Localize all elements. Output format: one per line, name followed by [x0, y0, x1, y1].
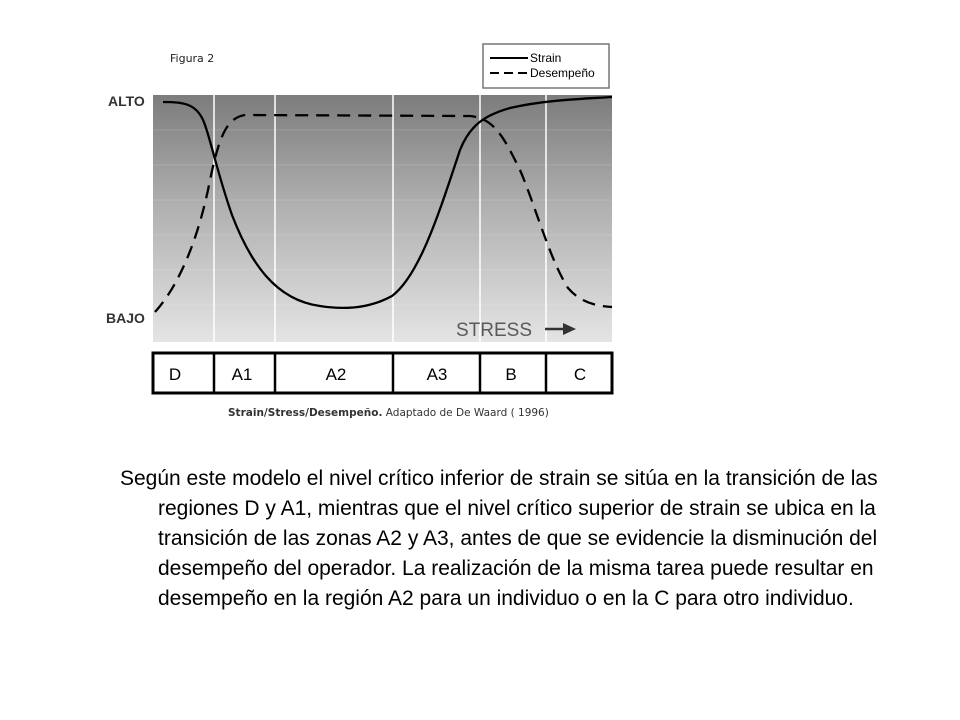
- region-label-a2: A2: [325, 365, 347, 384]
- y-label-low: BAJO: [106, 310, 145, 326]
- legend-performance-label: Desempeño: [530, 66, 595, 80]
- region-label-c: C: [573, 365, 587, 384]
- body-paragraph: Según este modelo el nivel crítico inferior de strain se sitúa en la transición de las regiones D y A1, mientras que el nivel crítico superior de strain se ubica en la transición de las zonas A2 y A3, antes de que se evidencie la disminución del desempeño del operador. La realización de la misma tarea puede resultar en desempeño en la región A2 para un individuo o en la C para otro individuo.: [120, 467, 878, 610]
- legend: [483, 44, 609, 88]
- figure-caption: [228, 407, 549, 419]
- caption-source: Adaptado de De Waard ( 1996): [382, 407, 549, 419]
- stress-axis-label: STRESS: [456, 320, 533, 341]
- figure-label: Figura 2: [170, 52, 215, 65]
- legend-strain-label: Strain: [530, 51, 562, 65]
- region-label-a1: A1: [231, 365, 253, 384]
- caption-title: Strain/Stress/Desempeño.: [228, 407, 383, 419]
- region-label-d: D: [168, 365, 182, 384]
- region-strip: [153, 353, 612, 393]
- region-label-a3: A3: [426, 365, 448, 384]
- region-label-b: B: [505, 365, 517, 384]
- y-label-high: ALTO: [108, 93, 145, 109]
